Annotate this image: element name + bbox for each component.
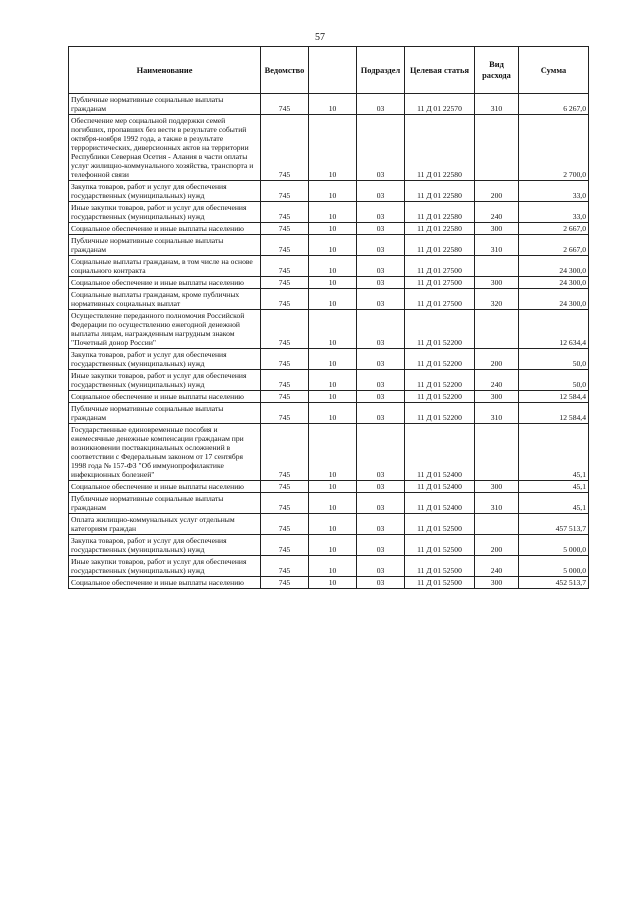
cell-vr: 240 bbox=[475, 556, 519, 577]
header-razdel bbox=[309, 47, 357, 94]
cell-vr bbox=[475, 424, 519, 481]
cell-ved: 745 bbox=[261, 349, 309, 370]
page-number: 57 bbox=[315, 32, 325, 43]
cell-vr: 310 bbox=[475, 94, 519, 115]
cell-ved: 745 bbox=[261, 370, 309, 391]
cell-razdel: 10 bbox=[309, 289, 357, 310]
cell-ved: 745 bbox=[261, 514, 309, 535]
cell-sum: 24 300,0 bbox=[519, 277, 589, 289]
cell-razdel: 10 bbox=[309, 277, 357, 289]
cell-razdel: 10 bbox=[309, 115, 357, 181]
header-ved: Ведомство bbox=[261, 47, 309, 94]
cell-cs: 11 Д 01 52200 bbox=[405, 370, 475, 391]
cell-razdel: 10 bbox=[309, 535, 357, 556]
cell-vr: 200 bbox=[475, 349, 519, 370]
cell-cs: 11 Д 01 22570 bbox=[405, 94, 475, 115]
table-row bbox=[69, 424, 589, 481]
cell-razdel: 10 bbox=[309, 556, 357, 577]
cell-name: Социальное обеспечение и иные выплаты населению bbox=[69, 277, 261, 289]
cell-ved: 745 bbox=[261, 256, 309, 277]
cell-name: Публичные нормативные социальные выплаты гражданам bbox=[69, 94, 261, 115]
cell-name: Закупка товаров, работ и услуг для обеспечения государственных (муниципальных) нужд bbox=[69, 181, 261, 202]
cell-vr: 300 bbox=[475, 481, 519, 493]
cell-sum: 5 000,0 bbox=[519, 535, 589, 556]
cell-cs: 11 Д 01 52400 bbox=[405, 481, 475, 493]
cell-name: Публичные нормативные социальные выплаты гражданам bbox=[69, 235, 261, 256]
cell-name: Социальные выплаты гражданам, в том числе на основе социального контракта bbox=[69, 256, 261, 277]
cell-razdel: 10 bbox=[309, 256, 357, 277]
table-row bbox=[69, 115, 589, 181]
cell-podrazdel: 03 bbox=[357, 277, 405, 289]
cell-vr: 310 bbox=[475, 493, 519, 514]
table-row bbox=[69, 403, 589, 424]
cell-cs: 11 Д 01 27500 bbox=[405, 289, 475, 310]
cell-cs: 11 Д 01 52400 bbox=[405, 493, 475, 514]
cell-ved: 745 bbox=[261, 223, 309, 235]
cell-razdel: 10 bbox=[309, 235, 357, 256]
header-podrazdel: Подраздел bbox=[357, 47, 405, 94]
table-row bbox=[69, 481, 589, 493]
table-row bbox=[69, 556, 589, 577]
cell-cs: 11 Д 01 27500 bbox=[405, 256, 475, 277]
cell-ved: 745 bbox=[261, 310, 309, 349]
cell-cs: 11 Д 01 27500 bbox=[405, 277, 475, 289]
cell-sum: 45,1 bbox=[519, 493, 589, 514]
cell-podrazdel: 03 bbox=[357, 223, 405, 235]
cell-cs: 11 Д 01 22580 bbox=[405, 202, 475, 223]
cell-sum: 12 634,4 bbox=[519, 310, 589, 349]
cell-name: Социальное обеспечение и иные выплаты населению bbox=[69, 223, 261, 235]
cell-name: Осуществление переданного полномочия Российской Федерации по осуществлению ежегодной денежной выплаты лицам, награжденным нагрудным знаком "Почетный донор России" bbox=[69, 310, 261, 349]
cell-ved: 745 bbox=[261, 94, 309, 115]
cell-name: Публичные нормативные социальные выплаты гражданам bbox=[69, 493, 261, 514]
cell-podrazdel: 03 bbox=[357, 202, 405, 223]
cell-razdel: 10 bbox=[309, 493, 357, 514]
cell-podrazdel: 03 bbox=[357, 403, 405, 424]
cell-name: Социальное обеспечение и иные выплаты населению bbox=[69, 481, 261, 493]
cell-sum: 45,1 bbox=[519, 481, 589, 493]
cell-ved: 745 bbox=[261, 277, 309, 289]
cell-ved: 745 bbox=[261, 235, 309, 256]
cell-sum: 45,1 bbox=[519, 424, 589, 481]
table-row bbox=[69, 235, 589, 256]
cell-razdel: 10 bbox=[309, 94, 357, 115]
cell-razdel: 10 bbox=[309, 424, 357, 481]
cell-podrazdel: 03 bbox=[357, 235, 405, 256]
cell-podrazdel: 03 bbox=[357, 556, 405, 577]
cell-podrazdel: 03 bbox=[357, 481, 405, 493]
cell-name: Социальные выплаты гражданам, кроме публичных нормативных социальных выплат bbox=[69, 289, 261, 310]
cell-name: Закупка товаров, работ и услуг для обеспечения государственных (муниципальных) нужд bbox=[69, 535, 261, 556]
cell-name: Иные закупки товаров, работ и услуг для обеспечения государственных (муниципальных) нужд bbox=[69, 202, 261, 223]
cell-vr: 200 bbox=[475, 535, 519, 556]
cell-vr: 320 bbox=[475, 289, 519, 310]
cell-ved: 745 bbox=[261, 493, 309, 514]
cell-ved: 745 bbox=[261, 535, 309, 556]
cell-name: Социальное обеспечение и иные выплаты населению bbox=[69, 577, 261, 589]
cell-vr bbox=[475, 310, 519, 349]
cell-cs: 11 Д 01 52500 bbox=[405, 514, 475, 535]
cell-vr: 300 bbox=[475, 391, 519, 403]
cell-sum: 2 667,0 bbox=[519, 223, 589, 235]
table-row bbox=[69, 277, 589, 289]
table-row bbox=[69, 256, 589, 277]
cell-podrazdel: 03 bbox=[357, 577, 405, 589]
header-name: Наименование bbox=[69, 47, 261, 94]
cell-podrazdel: 03 bbox=[357, 310, 405, 349]
cell-name: Закупка товаров, работ и услуг для обеспечения государственных (муниципальных) нужд bbox=[69, 349, 261, 370]
table-row bbox=[69, 181, 589, 202]
cell-sum: 452 513,7 bbox=[519, 577, 589, 589]
cell-cs: 11 Д 01 52200 bbox=[405, 310, 475, 349]
cell-razdel: 10 bbox=[309, 310, 357, 349]
cell-razdel: 10 bbox=[309, 223, 357, 235]
cell-ved: 745 bbox=[261, 403, 309, 424]
cell-name: Обеспечение мер социальной поддержки семей погибших, пропавших без вести в результате событий октября-ноября 1992 года, а также в результате террористических, диверсионных актов на территории Республики Северная Осетия - Алания в части оплаты услуг жилищно-коммунального хозяйства, транспорта и телефонной связи bbox=[69, 115, 261, 181]
cell-sum: 457 513,7 bbox=[519, 514, 589, 535]
cell-sum: 33,0 bbox=[519, 181, 589, 202]
table-row bbox=[69, 94, 589, 115]
cell-cs: 11 Д 01 52200 bbox=[405, 391, 475, 403]
cell-cs: 11 Д 01 52500 bbox=[405, 535, 475, 556]
cell-cs: 11 Д 01 52400 bbox=[405, 424, 475, 481]
cell-sum: 33,0 bbox=[519, 202, 589, 223]
cell-razdel: 10 bbox=[309, 403, 357, 424]
cell-sum: 12 584,4 bbox=[519, 403, 589, 424]
cell-vr: 310 bbox=[475, 403, 519, 424]
cell-razdel: 10 bbox=[309, 481, 357, 493]
cell-sum: 2 700,0 bbox=[519, 115, 589, 181]
cell-podrazdel: 03 bbox=[357, 349, 405, 370]
cell-ved: 745 bbox=[261, 577, 309, 589]
header-vr: Вид расхода bbox=[475, 47, 519, 94]
cell-cs: 11 Д 01 22580 bbox=[405, 181, 475, 202]
cell-podrazdel: 03 bbox=[357, 289, 405, 310]
cell-podrazdel: 03 bbox=[357, 181, 405, 202]
cell-sum: 24 300,0 bbox=[519, 256, 589, 277]
cell-sum: 5 000,0 bbox=[519, 556, 589, 577]
cell-podrazdel: 03 bbox=[357, 94, 405, 115]
cell-razdel: 10 bbox=[309, 370, 357, 391]
cell-sum: 6 267,0 bbox=[519, 94, 589, 115]
cell-vr bbox=[475, 256, 519, 277]
cell-name: Государственные единовременные пособия и ежемесячные денежные компенсации гражданам при возникновении поствакцинальных осложнений в соответствии с Федеральным законом от 17 сентября 1998 года № 157-ФЗ "Об иммунопрофилактике инфекционных болезней" bbox=[69, 424, 261, 481]
cell-cs: 11 Д 01 52200 bbox=[405, 349, 475, 370]
table-row bbox=[69, 289, 589, 310]
cell-cs: 11 Д 01 52500 bbox=[405, 577, 475, 589]
table-row bbox=[69, 370, 589, 391]
cell-razdel: 10 bbox=[309, 577, 357, 589]
table-row bbox=[69, 202, 589, 223]
cell-podrazdel: 03 bbox=[357, 514, 405, 535]
table-row bbox=[69, 391, 589, 403]
cell-razdel: 10 bbox=[309, 514, 357, 535]
cell-vr: 240 bbox=[475, 202, 519, 223]
cell-cs: 11 Д 01 52200 bbox=[405, 403, 475, 424]
table-row bbox=[69, 514, 589, 535]
table-row bbox=[69, 577, 589, 589]
cell-ved: 745 bbox=[261, 556, 309, 577]
cell-name: Публичные нормативные социальные выплаты гражданам bbox=[69, 403, 261, 424]
cell-ved: 745 bbox=[261, 202, 309, 223]
table-row bbox=[69, 535, 589, 556]
cell-podrazdel: 03 bbox=[357, 115, 405, 181]
header-cs: Целевая статья bbox=[405, 47, 475, 94]
cell-razdel: 10 bbox=[309, 349, 357, 370]
cell-vr: 200 bbox=[475, 181, 519, 202]
cell-ved: 745 bbox=[261, 424, 309, 481]
cell-ved: 745 bbox=[261, 481, 309, 493]
cell-ved: 745 bbox=[261, 181, 309, 202]
cell-sum: 24 300,0 bbox=[519, 289, 589, 310]
cell-vr: 240 bbox=[475, 370, 519, 391]
table-row bbox=[69, 349, 589, 370]
cell-razdel: 10 bbox=[309, 391, 357, 403]
budget-table bbox=[68, 46, 589, 589]
cell-vr bbox=[475, 115, 519, 181]
cell-vr: 300 bbox=[475, 277, 519, 289]
table-header-row bbox=[69, 47, 589, 94]
cell-ved: 745 bbox=[261, 115, 309, 181]
cell-vr: 300 bbox=[475, 223, 519, 235]
cell-sum: 2 667,0 bbox=[519, 235, 589, 256]
cell-podrazdel: 03 bbox=[357, 256, 405, 277]
header-sum: Сумма bbox=[519, 47, 589, 94]
cell-ved: 745 bbox=[261, 289, 309, 310]
cell-sum: 12 584,4 bbox=[519, 391, 589, 403]
cell-razdel: 10 bbox=[309, 181, 357, 202]
cell-sum: 50,0 bbox=[519, 349, 589, 370]
table-row bbox=[69, 310, 589, 349]
cell-razdel: 10 bbox=[309, 202, 357, 223]
cell-vr: 300 bbox=[475, 577, 519, 589]
cell-podrazdel: 03 bbox=[357, 370, 405, 391]
cell-cs: 11 Д 01 22580 bbox=[405, 235, 475, 256]
cell-ved: 745 bbox=[261, 391, 309, 403]
cell-name: Иные закупки товаров, работ и услуг для обеспечения государственных (муниципальных) нужд bbox=[69, 556, 261, 577]
cell-podrazdel: 03 bbox=[357, 535, 405, 556]
cell-podrazdel: 03 bbox=[357, 424, 405, 481]
cell-name: Оплата жилищно-коммунальных услуг отдельным категориям граждан bbox=[69, 514, 261, 535]
cell-vr: 310 bbox=[475, 235, 519, 256]
cell-podrazdel: 03 bbox=[357, 391, 405, 403]
cell-podrazdel: 03 bbox=[357, 493, 405, 514]
cell-vr bbox=[475, 514, 519, 535]
cell-cs: 11 Д 01 22580 bbox=[405, 115, 475, 181]
cell-name: Социальное обеспечение и иные выплаты населению bbox=[69, 391, 261, 403]
cell-sum: 50,0 bbox=[519, 370, 589, 391]
cell-name: Иные закупки товаров, работ и услуг для обеспечения государственных (муниципальных) нужд bbox=[69, 370, 261, 391]
table-row bbox=[69, 493, 589, 514]
cell-cs: 11 Д 01 52500 bbox=[405, 556, 475, 577]
cell-cs: 11 Д 01 22580 bbox=[405, 223, 475, 235]
table-row bbox=[69, 223, 589, 235]
